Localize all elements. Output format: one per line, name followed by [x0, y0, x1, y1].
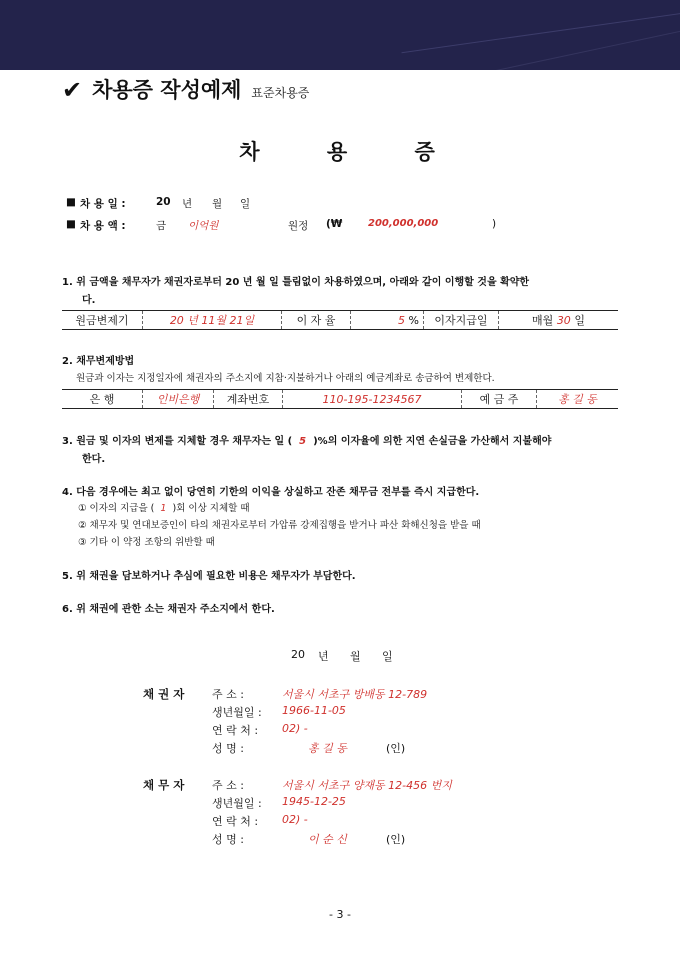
page-number: - 3 - [329, 908, 351, 921]
creditor-address: 서울시 서초구 방배동 12-789 [282, 688, 428, 701]
creditor-name: 홍 길 동 [308, 742, 347, 755]
clause-3-line-1 [62, 432, 551, 447]
clause-2-description: 원금과 이자는 지정일자에 채권자의 주소지에 지참·지불하거나 아래의 예금계좌로 송금하여 변제한다. [76, 373, 495, 384]
amount-number: 200,000,000 [368, 218, 439, 229]
clause-3-text-a: 3. 원금 및 이자의 변제를 지체할 경우 채무자는 일 ( [62, 436, 293, 447]
clause-5: 5. 위 채권을 담보하거나 추심에 필요한 비용은 채무자가 부담한다. [62, 571, 356, 582]
repayment-terms-table [62, 310, 618, 330]
square-bullet-icon: ■ [66, 196, 76, 208]
bank-account-table [62, 389, 618, 409]
debtor-role: 채 무 자 [143, 778, 185, 792]
late-interest-rate: 5 [299, 436, 307, 447]
amount-currency: (₩ [326, 218, 343, 230]
borrow-date-day-unit: 일 [240, 198, 251, 210]
interest-rate-cell [351, 311, 424, 330]
clause-3-text-b: )%의 이자율에 의한 지연 손실금을 가산해서 지불해야 [313, 436, 552, 447]
debtor-birth-label: 생년월일 : [212, 797, 262, 810]
clause-4-item-2: ② 채무자 및 연대보증인이 타의 채권자로부터 가압류 강제집행을 받거나 파산 화해신청을 받을 때 [78, 520, 481, 531]
debtor-name-label: 성 명 : [212, 833, 244, 846]
borrow-amount-label: 차 용 액 : [80, 220, 126, 232]
clause-4-item-1-text-a: ① 이자의 지급을 ( [78, 503, 155, 514]
borrow-date-year-unit: 년 [182, 198, 193, 210]
debtor-birth: 1945-12-25 [282, 795, 346, 808]
debtor-contact-label: 연 락 처 : [212, 815, 259, 828]
clause-6: 6. 위 채권에 관한 소는 채권자 주소지에서 한다. [62, 604, 275, 615]
clause-2-title: 2. 채무변제방법 [62, 356, 135, 367]
account-holder-label: 예 금 주 [462, 390, 537, 409]
clause-4-item-1 [78, 500, 250, 514]
square-bullet-icon: ■ [66, 218, 76, 230]
interest-pay-day-cell [499, 311, 619, 330]
debtor-seal: (인) [386, 833, 406, 846]
interest-rate-value: 5 [398, 313, 406, 327]
amount-korean: 이억원 [188, 220, 219, 232]
debtor-address-label: 주 소 : [212, 779, 244, 792]
signature-day-unit: 일 [382, 650, 393, 663]
account-holder-value: 홍 길 동 [537, 390, 619, 409]
clause-3-line-2: 한다. [82, 454, 106, 465]
debtor-name: 이 순 신 [308, 833, 347, 846]
clause-4-item-1-text-b: )회 이상 지체할 때 [172, 503, 250, 514]
account-number-value: 110-195-1234567 [283, 390, 462, 409]
creditor-address-label: 주 소 : [212, 688, 244, 701]
late-payment-count: 1 [160, 503, 167, 514]
signature-year: 20 [291, 648, 305, 661]
borrow-date-month-unit: 월 [212, 198, 223, 210]
clause-1-line-2: 다. [82, 295, 96, 306]
creditor-contact-label: 연 락 처 : [212, 724, 259, 737]
interest-rate-label: 이 자 율 [282, 311, 351, 330]
clause-4-title: 4. 다음 경우에는 최고 없이 당연히 기한의 이익을 상실하고 잔존 채무금 전부를 즉시 지급한다. [62, 487, 480, 498]
creditor-birth-label: 생년월일 : [212, 706, 262, 719]
banner-decoration-line [401, 8, 680, 54]
creditor-birth: 1966-11-05 [282, 704, 346, 717]
amount-geum: 금 [156, 220, 167, 232]
signature-month-unit: 월 [350, 650, 361, 663]
creditor-role: 채 권 자 [143, 687, 185, 701]
bank-label: 은 행 [62, 390, 143, 409]
amount-close-paren: ) [492, 218, 497, 230]
borrow-date-year: 20 [156, 196, 171, 208]
creditor-contact: 02) - [282, 722, 308, 735]
debtor-contact: 02) - [282, 813, 308, 826]
document-title: 차 용 증 [239, 140, 465, 164]
borrow-date-label: 차 용 일 : [80, 198, 126, 210]
signature-year-unit: 년 [318, 650, 329, 663]
banner-decoration-line [443, 19, 680, 70]
bank-value: 인비은행 [143, 390, 214, 409]
clause-4-item-3: ③ 기타 이 약정 조항의 위반할 때 [78, 537, 215, 548]
section-title: 차용증 작성예제 [92, 78, 242, 102]
interest-pay-label: 이자지급일 [424, 311, 499, 330]
principal-date: 20 년 11월 21일 [143, 311, 282, 330]
interest-rate-unit: % [408, 313, 419, 327]
debtor-address: 서울시 서초구 양재동 12-456 번지 [282, 779, 452, 792]
clause-1-line-1: 1. 위 금액을 채무자가 채권자로부터 20 년 월 일 틀림없이 차용하였으며, 아래와 같이 이행할 것을 확약한 [62, 277, 530, 288]
principal-label: 원금변제기 [62, 311, 143, 330]
section-header [62, 77, 309, 103]
section-subtitle: 표준차용증 [251, 86, 310, 100]
creditor-seal: (인) [386, 742, 406, 755]
check-icon: ✔ [62, 76, 83, 104]
interest-pay-day-unit: 일 [574, 314, 585, 327]
amount-won-label: 원정 [288, 220, 309, 232]
interest-pay-monthly: 매월 [532, 314, 554, 327]
interest-pay-day: 30 [556, 314, 571, 327]
top-banner [0, 0, 680, 70]
account-number-label: 계좌번호 [214, 390, 283, 409]
creditor-name-label: 성 명 : [212, 742, 244, 755]
